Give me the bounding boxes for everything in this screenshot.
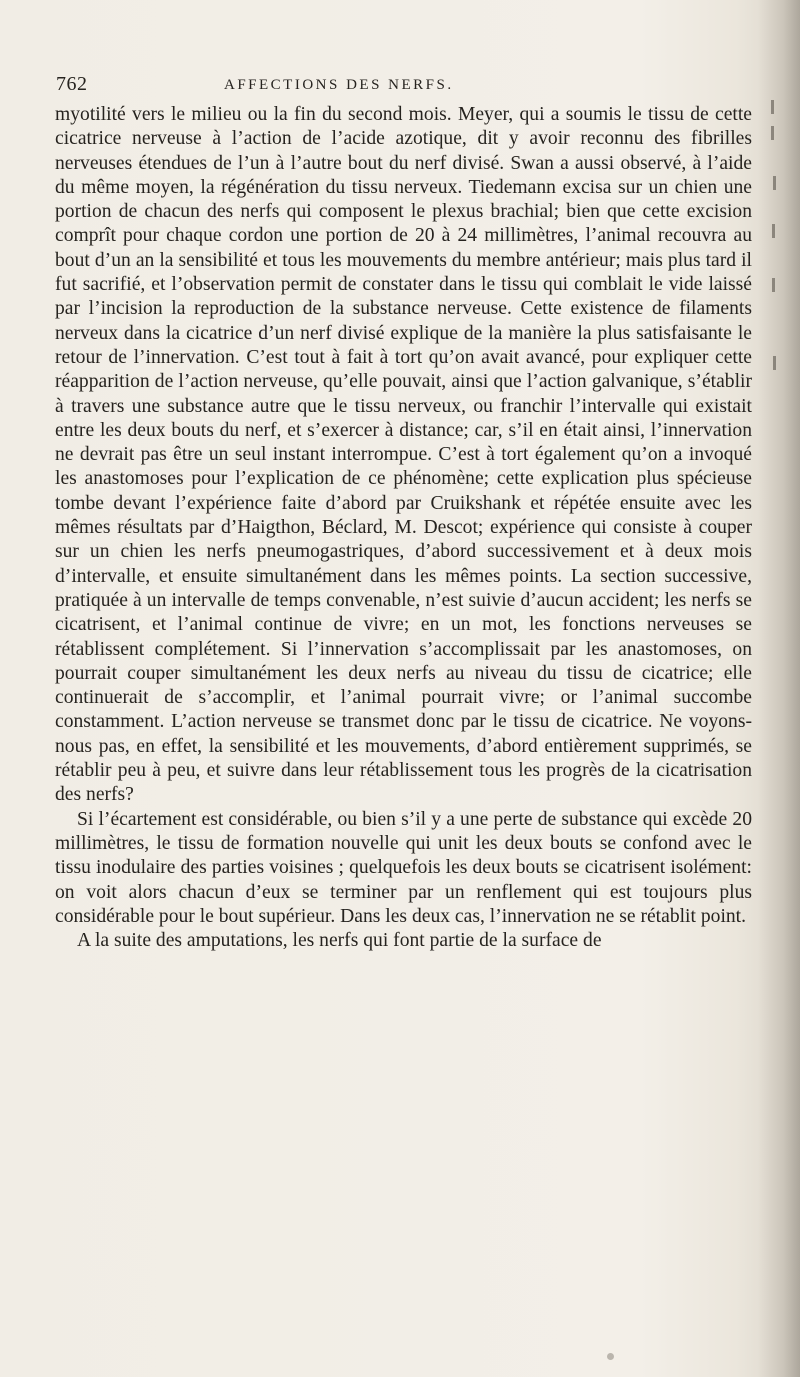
ink-speck: [607, 1353, 614, 1360]
page-number: 762: [56, 73, 88, 95]
margin-mark: [773, 356, 776, 370]
body-text: [55, 103, 752, 953]
margin-mark: [772, 224, 775, 238]
margin-mark: [772, 278, 775, 292]
paragraph-1: myotilité vers le milieu ou la fin du second mois. Meyer, qui a soumis le tissu de cette cicatrice nerveuse à l’action de l’acide azotique, dit y avoir reconnu des fibrilles nerveuses étendues de l’un à l’autre bout du nerf divisé. Swan a aussi observé, à l’aide du même moyen, la régénération du tissu nerveux. Tiedemann excisa sur un chien une portion de chacun des nerfs qui composent le plexus brachial; bien que cette excision comprît pour chaque cordon une portion de 20 à 24 millimètres, l’animal recouvra au bout d’un an la sensibilité et tous les mouvements du membre antérieur; mais plus tard il fut sacrifié, et l’observation permit de constater dans le tissu qui comblait le vide laissé par l’incision la reproduction de la substance nerveuse. Cette existence de filaments nerveux dans la cicatrice d’un nerf divisé explique de la manière la plus satisfaisante le retour de l’innervation. C’est tout à fait à tort qu’on avait avancé, pour expliquer cette réapparition de l’action nerveuse, qu’elle pouvait, ainsi que l’action galvanique, s’établir à travers une substance autre que le tissu nerveux, ou franchir l’intervalle qui existait entre les deux bouts du nerf, et s’exercer à distance; car, s’il en était ainsi, l’innervation ne devrait pas être un seul instant interrompue. C’est à tort également qu’on a invoqué les anastomoses pour l’explication de ce phénomène; cette explication plus spécieuse tombe devant l’expérience faite d’abord par Cruikshank et répétée ensuite avec les mêmes résultats par d’Haigthon, Béclard, M. Descot; expérience qui consiste à couper sur un chien les nerfs pneumogastriques, d’abord successivement et à deux mois d’intervalle, et ensuite simultanément dans les mêmes points. La section successive, pratiquée à un intervalle de temps convenable, n’est suivie d’aucun accident; les nerfs se cicatrisent, et l’animal continue de vivre; en un mot, les fonctions nerveuses se rétablissent complétement. Si l’innervation s’accomplissait par les anastomoses, on pourrait couper simultanément les deux nerfs au niveau du tissu de cicatrice; elle continuerait de s’accomplir, et l’animal pourrait vivre; or l’animal succombe constamment. L’action nerveuse se transmet donc par le tissu de cicatrice. Ne voyons-nous pas, en effet, la sensibilité et les mouvements, d’abord entièrement supprimés, se rétablir peu à peu, et suivre dans leur rétablissement tous les progrès de la cicatrisation des nerfs?: [55, 104, 752, 806]
margin-mark: [771, 100, 774, 114]
paragraph-3: A la suite des amputations, les nerfs qui font partie de la surface de: [77, 930, 602, 952]
paragraph-2: Si l’écartement est considérable, ou bien s’il y a une perte de substance qui excède 20 millimètres, le tissu de formation nouvelle qui unit les deux bouts se confond avec le tissu inodulaire des parties voisines ; quelquefois les deux bouts se cicatrisent isolément: on voit alors chacun d’eux se terminer par un renflement qui est toujours plus considérable pour le bout supérieur. Dans les deux cas, l’innervation ne se rétablit point.: [55, 808, 752, 927]
page-header: [56, 73, 756, 99]
running-head: AFFECTIONS DES NERFS.: [224, 77, 454, 93]
margin-mark: [773, 176, 776, 190]
page-edge-shadow: [758, 0, 800, 1377]
margin-mark: [771, 126, 774, 140]
